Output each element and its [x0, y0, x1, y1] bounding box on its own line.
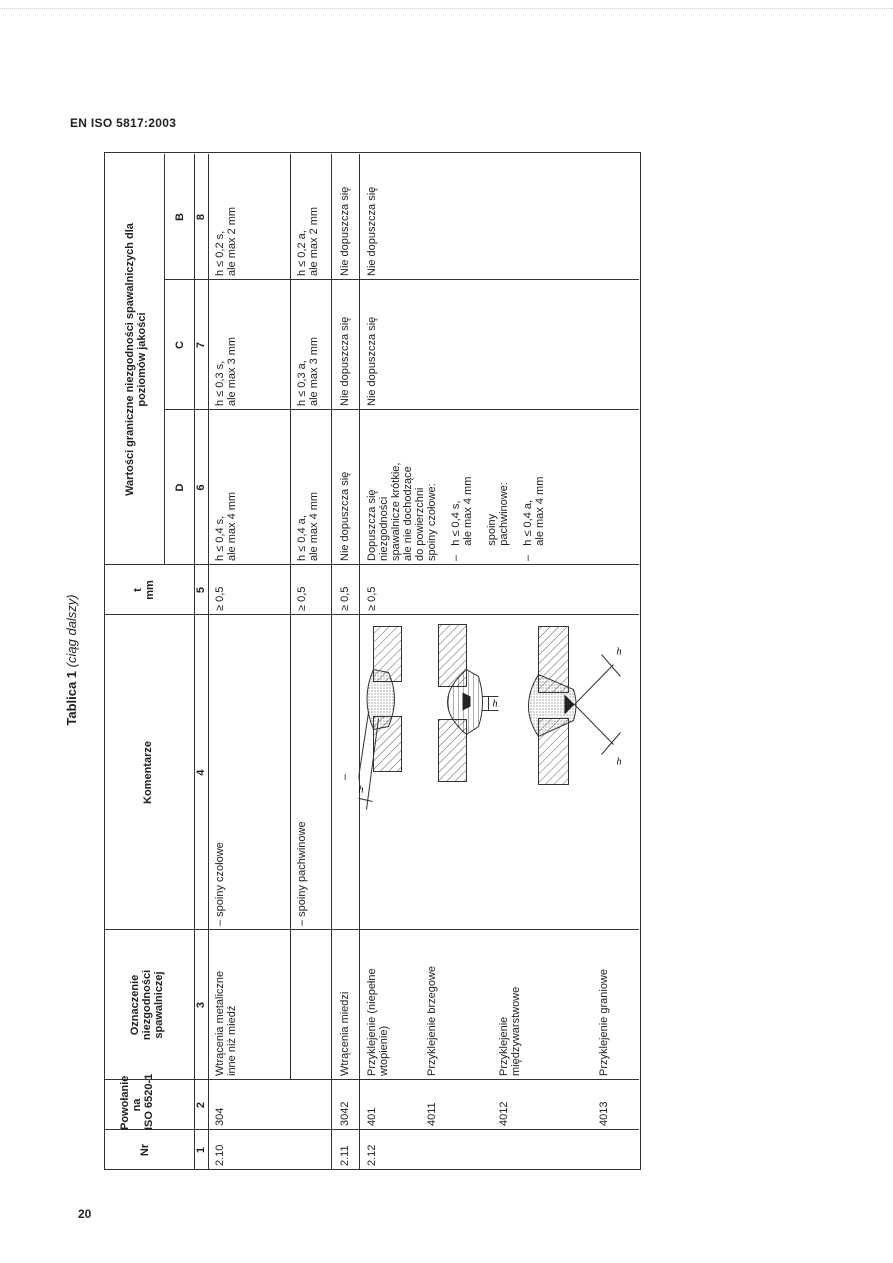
row-name: Wtrącenia miedzi	[339, 991, 351, 1076]
row-line	[208, 154, 209, 1170]
weld-figures-upright	[359, 615, 639, 850]
row-nr: 2.12	[366, 1144, 378, 1166]
table-caption	[64, 150, 79, 1170]
figure-label-h: h	[492, 698, 498, 710]
row-level-d: Dopuszcza się niezgodności spawalnicze krótkie, ale nie dochodzące do powierzchni spoiny czołowe: – h ≤ 0,4 s, ale max 4 mm spoiny pachwinowe: – h ≤ 0,4 a, ale max 4 mm	[366, 462, 546, 561]
header-level-c: C	[174, 341, 186, 349]
rotated-table-area	[64, 150, 644, 1170]
row-name: Przyklejenie brzegowe	[426, 965, 438, 1076]
row-ref: 304	[214, 1107, 226, 1126]
row-name: Przyklejenie graniowe	[598, 969, 610, 1076]
row-line	[164, 154, 165, 565]
row-level-d: h ≤ 0,4 s, ale max 4 mm	[214, 491, 238, 561]
header-t: t mm	[132, 580, 156, 600]
row-name: Wtrącenia metaliczne inne niż miedź	[214, 970, 238, 1076]
figure-label-h: h	[358, 784, 364, 796]
col-number: 1	[195, 1146, 207, 1154]
row-level-c: Nie dopuszcza się	[339, 316, 351, 406]
row-nr: 2.10	[214, 1144, 226, 1166]
col-line	[104, 1129, 639, 1130]
row-level-b: Nie dopuszcza się	[339, 186, 351, 276]
header-ref: Powołanie na ISO 6520-1	[119, 1073, 155, 1130]
header-name: Oznaczenie niezgodności spawalniczej	[129, 969, 165, 1041]
figure-label-h: h	[616, 646, 622, 658]
col-number: 6	[195, 484, 207, 491]
header-level-d: D	[174, 483, 186, 492]
col-number: 2	[195, 1101, 207, 1109]
header-nr: Nr	[139, 1143, 151, 1157]
col-line	[104, 929, 639, 930]
page-number: 20	[78, 1207, 92, 1221]
lack-of-fusion-diagrams	[359, 615, 639, 850]
col-number: 3	[195, 1001, 207, 1009]
row-comment: – spoiny pachwinowe	[296, 821, 308, 926]
row-ref: 3042	[339, 1101, 351, 1126]
row-t: ≥ 0,5	[296, 586, 308, 611]
row-name: Przyklejenie międzywarstwowe	[498, 986, 522, 1076]
col-number: 4	[195, 769, 207, 776]
weld-figures	[359, 615, 639, 850]
row-level-b: h ≤ 0,2 s, ale max 2 mm	[214, 206, 238, 276]
standard-reference: EN ISO 5817:2003	[70, 116, 177, 130]
scan-edge	[0, 8, 893, 9]
row-level-d: Nie dopuszcza się	[339, 471, 351, 561]
row-nr: 2.11	[339, 1145, 351, 1166]
row-ref: 401	[366, 1107, 378, 1126]
row-level-b: h ≤ 0,2 a, ale max 2 mm	[296, 206, 320, 276]
row-level-c: h ≤ 0,3 s, ale max 3 mm	[214, 336, 238, 406]
col-number: 7	[195, 341, 207, 349]
col-line	[164, 279, 639, 280]
row-line	[290, 154, 291, 1080]
header-comments: Komentarze	[142, 741, 154, 804]
col-line	[164, 409, 639, 410]
row-level-c: Nie dopuszcza się	[366, 316, 378, 406]
row-level-c: h ≤ 0,3 a, ale max 3 mm	[296, 336, 320, 406]
side-fusion-figure	[359, 627, 402, 810]
row-t: ≥ 0,5	[214, 586, 226, 611]
row-level-d: h ≤ 0,4 a, ale max 4 mm	[296, 491, 320, 561]
col-number: 8	[195, 213, 207, 221]
row-line	[331, 154, 332, 1170]
row-ref: 4012	[498, 1101, 510, 1126]
row-t: ≥ 0,5	[366, 586, 378, 611]
caption-continued: (ciąg dalszy)	[64, 594, 79, 668]
row-comment: – spoiny czołowe	[214, 842, 226, 926]
row-ref: 4011	[426, 1102, 438, 1126]
figure-label-h: h	[616, 756, 622, 768]
root-fusion-figure	[529, 627, 622, 785]
header-level-b: B	[174, 213, 186, 221]
header-limits: Wartości graniczne niezgodności spawalniczych dla poziomów jakości	[124, 223, 148, 496]
row-comment: –	[339, 773, 351, 780]
col-line	[104, 1079, 639, 1080]
interpass-fusion-figure	[439, 625, 499, 782]
row-t: ≥ 0,5	[339, 586, 351, 611]
row-ref: 4013	[598, 1101, 610, 1126]
row-level-b: Nie dopuszcza się	[366, 186, 378, 276]
row-name: Przyklejenie (niepełne wtopienie)	[366, 968, 390, 1076]
col-number: 5	[195, 586, 207, 594]
caption-title: Tablica 1	[64, 670, 79, 726]
